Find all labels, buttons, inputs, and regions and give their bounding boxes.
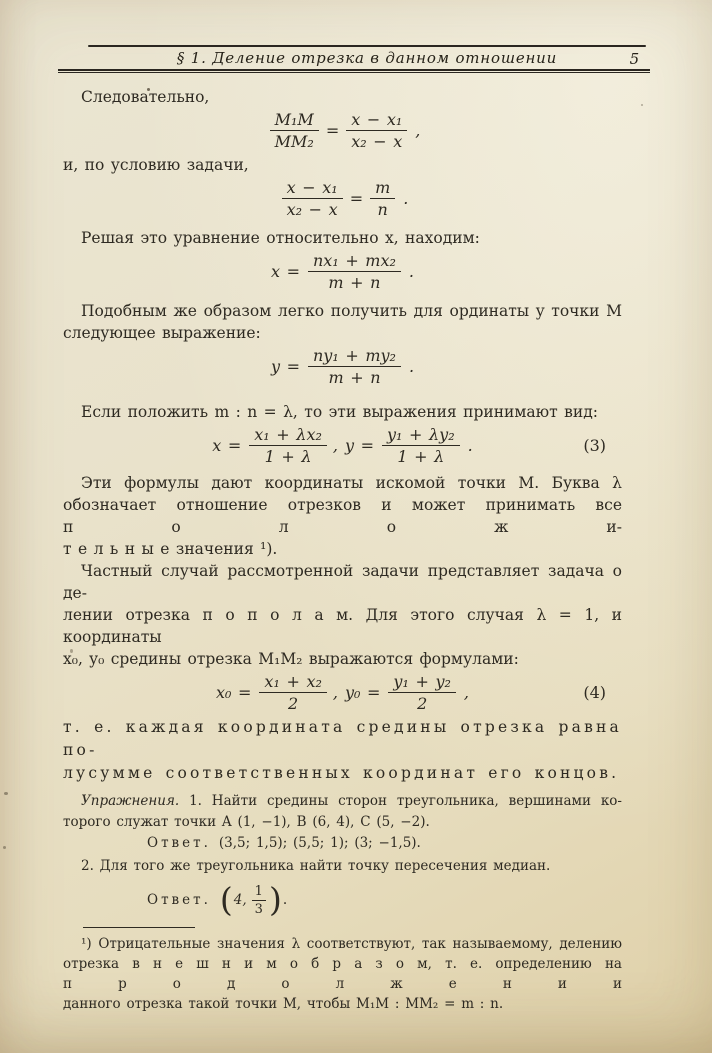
- fraction-denominator: m + n: [328, 273, 381, 292]
- fraction-denominator: 2: [288, 694, 299, 713]
- formula-lhs: y =: [270, 357, 300, 376]
- fraction-numerator: x₁ + x₂: [259, 673, 326, 693]
- formula-punctuation: .: [403, 189, 409, 208]
- formula-lhs: x₀ =: [215, 683, 252, 702]
- body-line: т. е. каждая координата средины отрезка равна по-: [63, 718, 622, 759]
- fraction-denominator: m + n: [328, 368, 381, 387]
- formula-x-solution: [63, 252, 622, 292]
- footnote: [63, 927, 622, 1014]
- paragraph-by-condition: и, по условию задачи,: [63, 156, 249, 174]
- fraction: [388, 673, 455, 713]
- paper-speck: [4, 792, 8, 795]
- answer-1-value: (3,5; 1,5); (5,5; 1); (3; −1,5).: [218, 835, 421, 851]
- fraction: [346, 111, 407, 151]
- answer-label: Ответ.: [147, 891, 211, 908]
- body-line: x₀, y₀ средины отрезка M₁M₂ выражаются формулами:: [63, 650, 519, 668]
- paragraph-solving: Решая это уравнение относительно x, находим:: [81, 229, 480, 247]
- formula-punctuation: ,: [463, 683, 469, 702]
- formula-lhs: y =: [344, 436, 374, 455]
- footnote-line: ¹) Отрицательные значения λ соответствуют, так называемому, делению: [81, 936, 622, 952]
- fraction-denominator: x₂ − x: [351, 132, 403, 151]
- fraction-numerator: x₁ + λx₂: [249, 426, 327, 446]
- formula-lhs: x =: [212, 436, 242, 455]
- section-title: § 1. Деление отрезка в данном отношении: [176, 49, 558, 67]
- formula-punctuation: .: [408, 262, 415, 281]
- fraction: [308, 347, 401, 387]
- exercises-label: Упражнения.: [81, 793, 180, 809]
- formula-punctuation: ,: [415, 121, 421, 140]
- fraction-denominator: n: [377, 200, 388, 219]
- fraction-numerator: y₁ + y₂: [388, 673, 455, 693]
- exercise-1-line: торого служат точки A (1, −1), B (6, 4), C (5, −2).: [63, 814, 430, 830]
- formula-punctuation: .: [467, 436, 473, 455]
- formula-condition: [63, 179, 622, 219]
- equals-sign: =: [349, 189, 364, 208]
- fraction-numerator: m: [370, 179, 395, 199]
- body-line: следующее выражение:: [63, 324, 261, 342]
- fraction: [270, 111, 319, 151]
- header-rule-double: [58, 69, 650, 73]
- formula-separator: ,: [332, 683, 338, 702]
- fraction: [370, 179, 395, 219]
- paragraph-conclusion: [63, 716, 622, 785]
- close-paren: ): [268, 879, 282, 919]
- equation-number: (4): [583, 683, 606, 702]
- answer-2-punctuation: .: [282, 891, 288, 908]
- fraction: [382, 426, 460, 466]
- fraction: [249, 426, 327, 466]
- answer-1: [147, 833, 622, 854]
- fraction: [252, 884, 266, 917]
- fraction-denominator: 1 + λ: [264, 447, 312, 466]
- footnote-line: отрезка в н е ш н и м о б р а з о м, т. е. определению на п р о д о л ж е н и и: [63, 956, 622, 992]
- fraction-denominator: MM₂: [274, 132, 314, 151]
- fraction: [282, 179, 343, 219]
- fraction-denominator: 3: [254, 901, 263, 917]
- equation-number: (3): [583, 436, 606, 455]
- paragraph-similarly: [63, 300, 622, 344]
- body-line: Эти формулы дают координаты искомой точки M. Буква λ: [81, 474, 622, 492]
- body-line: Частный случай рассмотренной задачи представляет задача о де-: [63, 562, 622, 602]
- paper-speck: [3, 846, 6, 849]
- equals-sign: =: [325, 121, 340, 140]
- fraction-numerator: x − x₁: [282, 179, 343, 199]
- open-paren: (: [219, 879, 233, 919]
- fraction-denominator: 2: [417, 694, 428, 713]
- formula-segment-ratio: [63, 111, 622, 151]
- exercise-1-text: 1. Найти средины сторон треугольника, вершинами ко-: [189, 793, 622, 809]
- footnote-rule: [83, 927, 195, 928]
- fraction-numerator: x − x₁: [346, 111, 407, 131]
- fraction-numerator: 1: [252, 884, 266, 901]
- page-number: 5: [629, 50, 640, 68]
- paper-speck: [641, 104, 643, 106]
- paragraph-special-case: [63, 560, 622, 670]
- exercises-block: [63, 791, 622, 921]
- fraction-denominator: x₂ − x: [286, 200, 338, 219]
- fraction-denominator: 1 + λ: [397, 447, 445, 466]
- fraction-numerator: ny₁ + my₂: [308, 347, 401, 367]
- fraction: [259, 673, 326, 713]
- formula-separator: ,: [332, 436, 338, 455]
- answer-2: [147, 879, 622, 921]
- fraction-numerator: nx₁ + mx₂: [308, 252, 401, 272]
- body-line: т е л ь н ы е значения ¹).: [63, 540, 278, 558]
- page-body: [63, 86, 622, 1014]
- body-line: Подобным же образом легко получить для ординаты y точки M: [81, 302, 622, 320]
- formula-lhs: y₀ =: [344, 683, 381, 702]
- formula-lambda-form: [63, 426, 622, 466]
- fraction: [308, 252, 401, 292]
- formula-lhs: x =: [270, 262, 300, 281]
- formula-y-solution: [63, 347, 622, 387]
- body-line: лусумме соответственных координат его концов.: [63, 764, 620, 782]
- paragraph-these-formulas: [63, 472, 622, 560]
- header-rule-top: [88, 45, 646, 47]
- body-line: лении отрезка п о п о л а м. Для этого случая λ = 1, и координаты: [63, 606, 622, 646]
- running-header: [88, 49, 646, 67]
- paragraph-consequently: Следовательно,: [81, 88, 210, 106]
- formula-punctuation: .: [408, 357, 415, 376]
- fraction-numerator: M₁M: [270, 111, 319, 131]
- footnote-line: данного отрезка такой точки M, чтобы M₁M : MM₂ = m : n.: [63, 996, 504, 1012]
- answer-label: Ответ.: [147, 835, 211, 851]
- exercise-2: 2. Для того же треугольника найти точку пересечения медиан.: [81, 858, 551, 874]
- formula-midpoint: [63, 673, 622, 713]
- body-line: обозначает отношение отрезков и может принимать все п о л о ж и-: [63, 496, 622, 536]
- exercise-1-line: [63, 791, 622, 812]
- fraction-numerator: y₁ + λy₂: [382, 426, 460, 446]
- paragraph-if-put: Если положить m : n = λ, то эти выражения принимают вид:: [81, 403, 598, 421]
- answer-2-lead: 4,: [233, 891, 247, 908]
